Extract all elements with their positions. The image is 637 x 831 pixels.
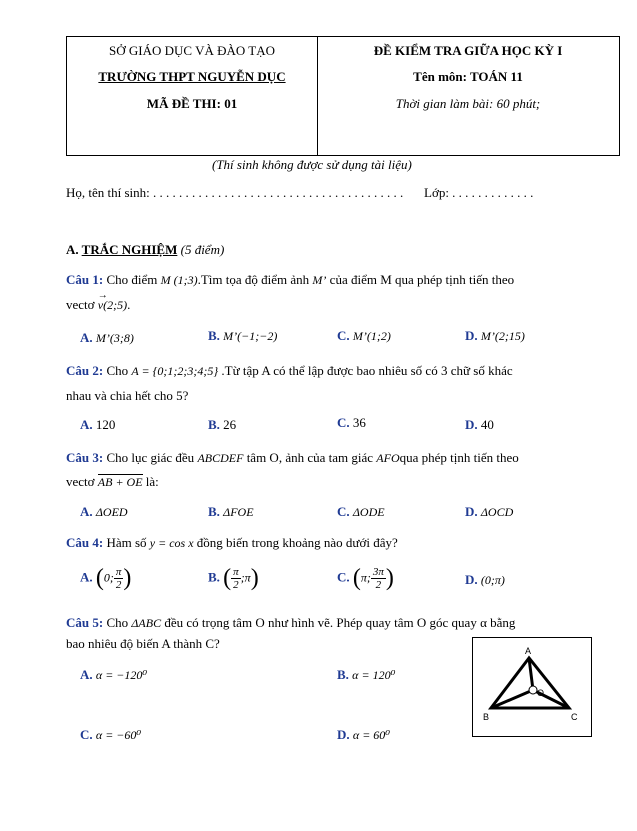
question-2-option-d[interactable] [465, 417, 494, 433]
option-letter: B. [208, 328, 220, 343]
fraction-denominator: 2 [115, 579, 122, 591]
left-paren: ( [95, 565, 104, 591]
option-left: 0; [103, 570, 114, 585]
left-paren: ( [223, 565, 232, 591]
section-title: TRẮC NGHIỆM [81, 242, 178, 257]
option-letter: B. [337, 667, 349, 682]
option-right: ;π [240, 570, 251, 585]
label-o: O [537, 688, 545, 698]
option-text: ΔODE [352, 505, 385, 519]
question-2-label: Câu 2: [66, 363, 104, 378]
question-5-text-b: đều có trọng tâm O như hình vẽ. Phép quay tâm O góc quay α bằng [164, 615, 516, 630]
exam-duration: Thời gian làm bài: 60 phút; [395, 96, 541, 111]
option-letter: D. [465, 572, 478, 587]
option-letter: C. [80, 727, 93, 742]
question-3-math-a: ABCDEF [197, 451, 244, 465]
question-5-line1 [66, 615, 515, 631]
option-text: 26 [223, 417, 237, 432]
question-1-label: Câu 1: [66, 272, 104, 287]
option-text: α = 120⁰ [352, 668, 396, 682]
question-2-line1 [66, 363, 513, 379]
center-o-point [529, 686, 537, 694]
question-4-line1 [66, 535, 398, 551]
student-class-field: Lớp: . . . . . . . . . . . . . [424, 185, 534, 200]
subject-name: Tên môn: TOÁN 11 [413, 69, 523, 84]
school-name: TRƯỜNG THPT NGUYỄN DỤC [98, 69, 286, 84]
option-text: ΔOCD [480, 505, 514, 519]
option-text: 36 [352, 415, 366, 430]
question-1-line2-text: vectơ [66, 297, 95, 312]
question-3-line2 [66, 474, 159, 490]
right-paren: ) [250, 565, 259, 591]
question-1-text-b: .Tìm tọa độ điểm ảnh [197, 272, 310, 287]
option-text: M’(2;15) [480, 329, 525, 343]
option-fraction [114, 566, 124, 591]
option-text: ΔFOE [223, 505, 254, 519]
option-letter: A. [80, 417, 93, 432]
fraction-numerator: 3π [372, 566, 384, 578]
option-text: 120 [95, 417, 116, 432]
question-1-line2 [66, 290, 131, 313]
right-paren: ) [385, 565, 394, 591]
vector-arrow-icon: → [97, 290, 108, 301]
question-3-text-c: qua phép tịnh tiến theo [399, 450, 519, 465]
exam-code: MÃ ĐỀ THI: 01 [146, 96, 238, 111]
question-4-label: Câu 4: [66, 535, 104, 550]
question-5-option-d[interactable] [337, 727, 390, 743]
option-text: (0;π) [480, 573, 505, 587]
question-5-math-a: ΔABC [131, 616, 162, 630]
question-2-text-a: Cho [106, 363, 129, 378]
question-2-line2: nhau và chia hết cho 5? [66, 388, 189, 403]
question-5-line2: bao nhiêu độ biến A thành C? [66, 636, 220, 651]
question-3-line1 [66, 450, 519, 466]
option-letter: B. [208, 504, 220, 519]
right-paren: ) [123, 565, 132, 591]
question-5-text-a: Cho [106, 615, 129, 630]
option-letter: D. [465, 328, 478, 343]
option-letter: C. [337, 328, 350, 343]
option-letter: A. [80, 504, 93, 519]
question-1-text-c: của điểm M qua phép tịnh tiến theo [329, 272, 515, 287]
question-1-math-b: M’ [312, 273, 327, 287]
fraction-numerator: π [115, 566, 122, 578]
question-1-option-c[interactable] [337, 328, 391, 344]
question-1-line2-end: . [127, 297, 131, 312]
question-1-line2-math: v(2;5) [97, 298, 128, 312]
question-4-math-a: y = cos x [149, 536, 194, 550]
question-5-option-a[interactable] [80, 667, 147, 683]
option-text: 40 [480, 417, 494, 432]
label-c: C [571, 712, 578, 722]
question-5-option-c[interactable] [80, 727, 141, 743]
section-prefix: A. [66, 242, 82, 257]
question-4-option-d[interactable] [465, 572, 505, 588]
option-letter: C. [337, 504, 350, 519]
option-letter: A. [80, 667, 93, 682]
question-1-option-a[interactable] [80, 330, 134, 346]
triangle-diagram [473, 638, 591, 736]
question-1-vector [97, 290, 128, 312]
label-a: A [525, 646, 532, 656]
question-3-line2-text: vectơ [66, 474, 95, 489]
question-3-line2-math: AB + OE [97, 475, 143, 489]
triangle-figure [472, 637, 592, 737]
option-text: M’(3;8) [95, 331, 134, 345]
option-letter: A. [80, 330, 93, 345]
question-3-label: Câu 3: [66, 450, 104, 465]
notice-text: (Thí sinh không được sử dụng tài liệu) [212, 157, 412, 172]
question-1-option-d[interactable] [465, 328, 525, 344]
option-letter: C. [337, 415, 350, 430]
question-4-text-b: đồng biến trong khoảng nào dưới đây? [196, 535, 398, 550]
option-text: α = −60⁰ [95, 728, 142, 742]
question-4-option-c[interactable] [337, 565, 394, 592]
option-letter: A. [80, 569, 93, 585]
left-paren: ( [352, 565, 361, 591]
option-text: α = −120⁰ [95, 668, 148, 682]
fraction-denominator: 2 [233, 579, 239, 591]
question-5-label: Câu 5: [66, 615, 104, 630]
option-letter: D. [465, 504, 478, 519]
label-b: B [483, 712, 490, 722]
option-fraction [231, 566, 241, 591]
option-text: M’(1;2) [352, 329, 391, 343]
section-heading [66, 242, 224, 258]
fraction-numerator: π [233, 566, 239, 578]
question-3-math-b: AFO [376, 451, 400, 465]
question-3-text-a: Cho lục giác đều [106, 450, 195, 465]
question-2-math-a: A = {0;1;2;3;4;5} [131, 364, 219, 378]
option-text: α = 60⁰ [352, 728, 391, 742]
section-points: (5 điểm) [180, 242, 225, 257]
option-left: π; [360, 570, 371, 585]
question-3-option-d[interactable] [465, 504, 513, 520]
student-name-field: Họ, tên thí sinh: . . . . . . . . . . . . . . . . . . . . . . . . . . . . . . . . . . . . . . . [66, 185, 404, 200]
question-2-text-b: .Từ tập A có thể lập được bao nhiêu số có 3 chữ số khác [221, 363, 513, 378]
fraction-denominator: 2 [375, 579, 382, 591]
question-1-line1 [66, 272, 514, 288]
question-1-option-b[interactable] [208, 328, 277, 344]
question-3-text-b: tâm O, ảnh của tam giác [246, 450, 374, 465]
header-box [66, 36, 620, 156]
question-4-option-b[interactable] [208, 565, 259, 592]
department-name: SỞ GIÁO DỤC VÀ ĐÀO TẠO [109, 43, 275, 58]
question-5-option-b[interactable] [337, 667, 395, 683]
option-letter: B. [208, 417, 220, 432]
exam-title: ĐỀ KIỂM TRA GIỮA HỌC KỲ I [373, 43, 563, 58]
question-2-option-b[interactable] [208, 417, 236, 433]
question-3-line2-end: là: [145, 474, 159, 489]
question-3-option-b[interactable] [208, 504, 254, 520]
option-text: ΔOED [95, 505, 128, 519]
option-letter: C. [337, 569, 350, 585]
question-1-math-a: M (1;3) [160, 273, 198, 287]
question-2-option-c[interactable] [337, 415, 366, 431]
option-letter: B. [208, 569, 220, 585]
option-text: M’(−1;−2) [223, 329, 278, 343]
question-3-option-a[interactable] [80, 504, 128, 520]
question-4-option-a[interactable] [80, 565, 131, 592]
question-3-option-c[interactable] [337, 504, 385, 520]
question-2-option-a[interactable] [80, 417, 115, 433]
question-1-text-a: Cho điểm [106, 272, 158, 287]
question-4-text-a: Hàm số [106, 535, 147, 550]
option-letter: D. [337, 727, 350, 742]
option-fraction [371, 566, 386, 591]
option-letter: D. [465, 417, 478, 432]
